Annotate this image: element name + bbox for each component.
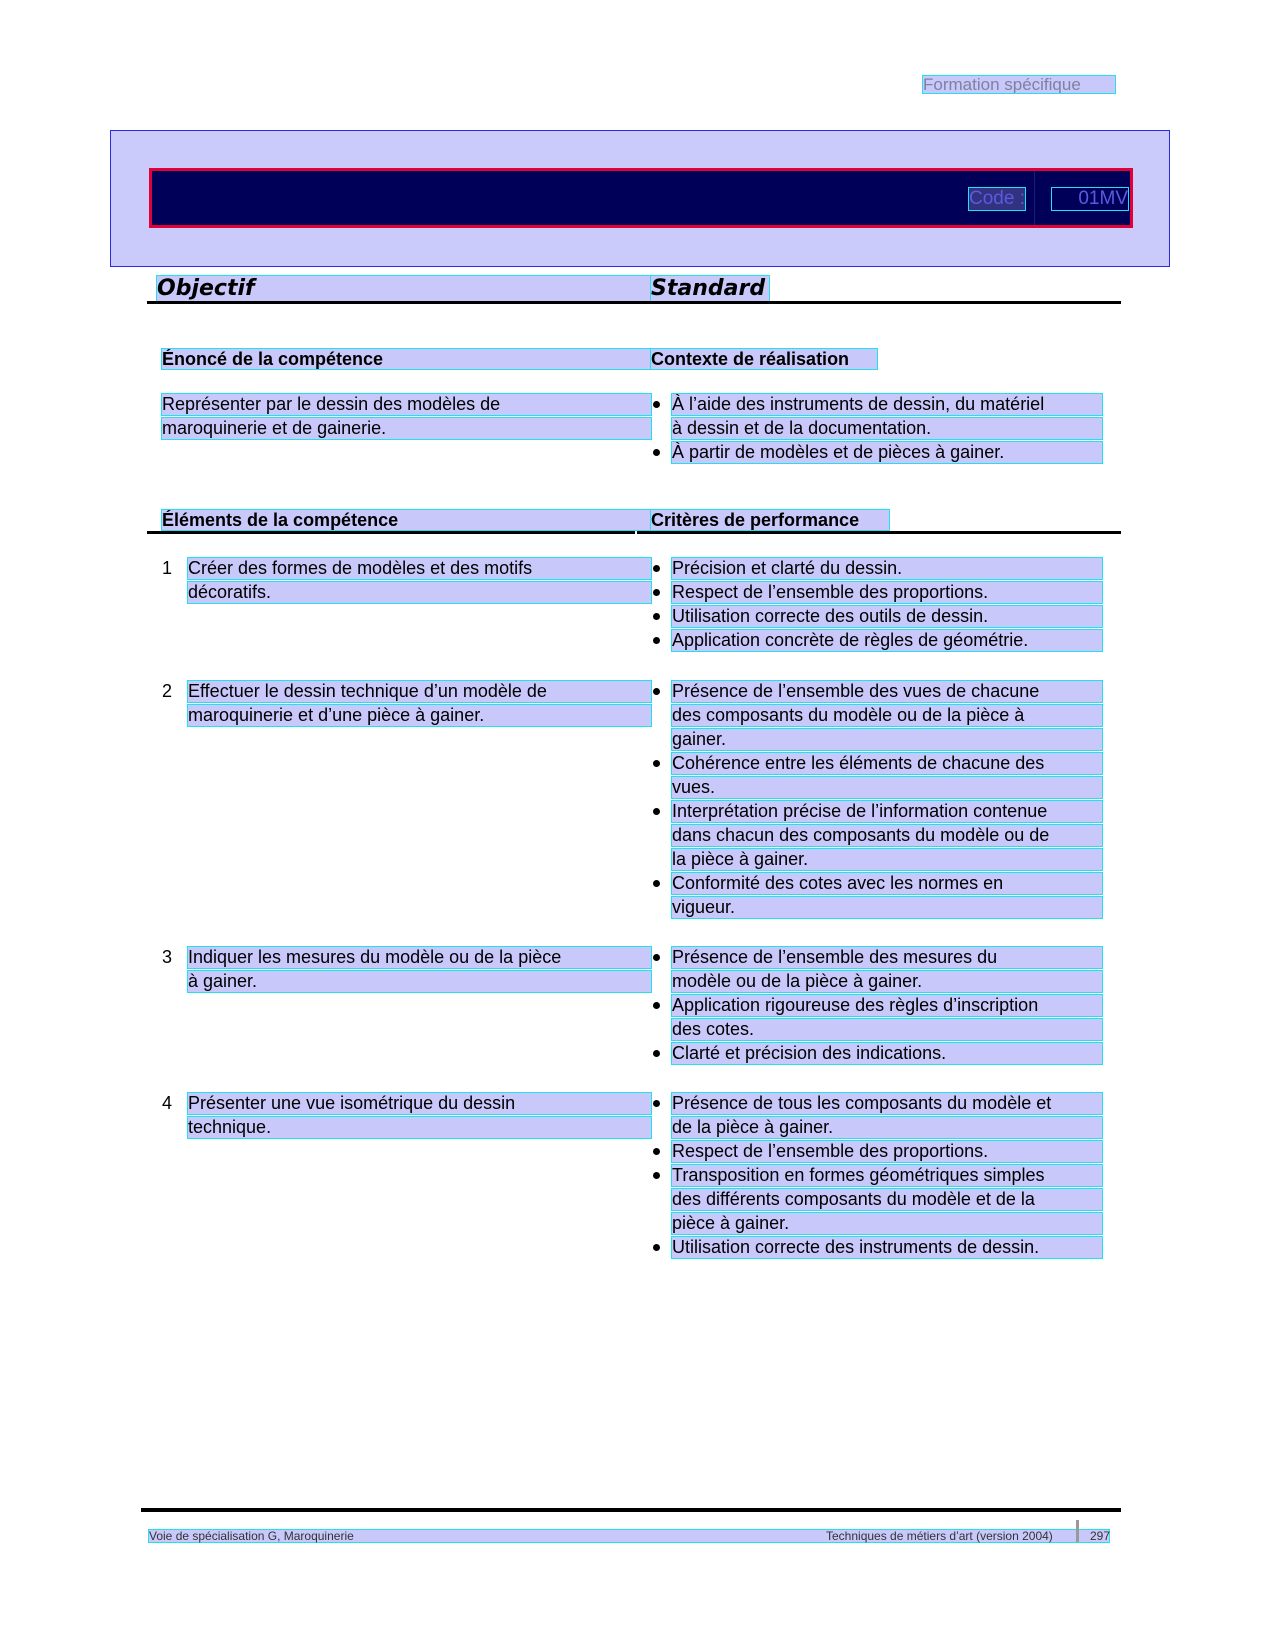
enonce-line: Représenter par le dessin des modèles de [162, 394, 651, 415]
page-separator [1076, 1520, 1079, 1542]
criterion-line: Cohérence entre les éléments de chacune des [672, 753, 1102, 774]
bullet-icon [653, 880, 660, 887]
criterion-line: Interprétation précise de l’information contenue [672, 801, 1102, 822]
criterion-line: vigueur. [672, 897, 1102, 918]
section-label: Formation spécifique [923, 76, 1115, 93]
criterion-line: Utilisation correcte des outils de dessin. [672, 606, 1102, 627]
bullet-icon [653, 613, 660, 620]
bullet-icon [653, 1244, 660, 1251]
criterion-line: Présence de l’ensemble des mesures du [672, 947, 1102, 968]
bullet-icon [653, 589, 660, 596]
criterion-line: Clarté et précision des indications. [672, 1043, 1102, 1064]
bullet-icon [653, 688, 660, 695]
element-number: 1 [162, 558, 173, 578]
element-line: Effectuer le dessin technique d’un modèle de [188, 681, 651, 702]
bullet-icon [653, 808, 660, 815]
criterion-line: la pièce à gainer. [672, 849, 1102, 870]
header-rule [147, 301, 1121, 304]
element-line: maroquinerie et d’une pièce à gainer. [188, 705, 651, 726]
criterion-line: pièce à gainer. [672, 1213, 1102, 1234]
criterion-line: Présence de l’ensemble des vues de chacune [672, 681, 1102, 702]
title-bar [149, 168, 1133, 228]
elements-rule [147, 531, 635, 534]
footer-left: Voie de spécialisation G, Maroquinerie [149, 1529, 354, 1543]
bullet-icon [653, 449, 660, 456]
criterion-line: Application concrète de règles de géométrie. [672, 630, 1102, 651]
code-value: 01MV [1052, 188, 1128, 210]
bullet-icon [653, 637, 660, 644]
criterion-line: Présence de tous les composants du modèle et [672, 1093, 1102, 1114]
bullet-icon [653, 1172, 660, 1179]
criterion-line: Transposition en formes géométriques simples [672, 1165, 1102, 1186]
contexte-item-line: À partir de modèles et de pièces à gainer. [672, 442, 1102, 463]
criteres-rule [637, 531, 1121, 534]
element-number: 3 [162, 947, 173, 967]
criterion-line: des différents composants du modèle et de la [672, 1189, 1102, 1210]
criterion-line: Respect de l’ensemble des proportions. [672, 582, 1102, 603]
criterion-line: Précision et clarté du dessin. [672, 558, 1102, 579]
criterion-line: Application rigoureuse des règles d’inscription [672, 995, 1102, 1016]
element-number: 2 [162, 681, 173, 701]
element-line: Présenter une vue isométrique du dessin [188, 1093, 651, 1114]
criterion-line: modèle ou de la pièce à gainer. [672, 971, 1102, 992]
criterion-line: dans chacun des composants du modèle ou de [672, 825, 1102, 846]
element-number: 4 [162, 1093, 173, 1113]
element-line: Créer des formes de modèles et des motifs [188, 558, 651, 579]
footer-rule [141, 1508, 1121, 1512]
contexte-item-line: À l’aide des instruments de dessin, du matériel [672, 394, 1102, 415]
bullet-icon [653, 954, 660, 961]
element-line: technique. [188, 1117, 651, 1138]
footer-right: Techniques de métiers d’art (version 2004) [826, 1529, 1053, 1543]
title-banner [110, 130, 1170, 267]
contexte-item-line: à dessin et de la documentation. [672, 418, 1102, 439]
code-separator [1034, 171, 1035, 225]
enonce-line: maroquinerie et de gainerie. [162, 418, 651, 439]
contexte-heading: Contexte de réalisation [651, 349, 877, 369]
bullet-icon [653, 760, 660, 767]
elements-heading: Éléments de la compétence [162, 510, 651, 530]
criterion-line: des composants du modèle ou de la pièce à [672, 705, 1102, 726]
bullet-icon [653, 401, 660, 408]
element-line: décoratifs. [188, 582, 651, 603]
code-label: Code : [969, 188, 1025, 209]
objectif-heading: Objectif [157, 276, 651, 302]
criterion-line: des cotes. [672, 1019, 1102, 1040]
element-line: à gainer. [188, 971, 651, 992]
bullet-icon [653, 1148, 660, 1155]
enonce-heading: Énoncé de la compétence [162, 349, 651, 369]
criterion-line: Conformité des cotes avec les normes en [672, 873, 1102, 894]
bullet-icon [653, 1002, 660, 1009]
criteres-heading: Critères de performance [651, 510, 889, 530]
criterion-line: Respect de l’ensemble des proportions. [672, 1141, 1102, 1162]
criterion-line: gainer. [672, 729, 1102, 750]
bullet-icon [653, 565, 660, 572]
bullet-icon [653, 1100, 660, 1107]
standard-heading: Standard [651, 276, 769, 302]
criterion-line: Utilisation correcte des instruments de dessin. [672, 1237, 1102, 1258]
bullet-icon [653, 1050, 660, 1057]
page-number: 297 [1090, 1529, 1111, 1543]
criterion-line: vues. [672, 777, 1102, 798]
criterion-line: de la pièce à gainer. [672, 1117, 1102, 1138]
element-line: Indiquer les mesures du modèle ou de la pièce [188, 947, 651, 968]
